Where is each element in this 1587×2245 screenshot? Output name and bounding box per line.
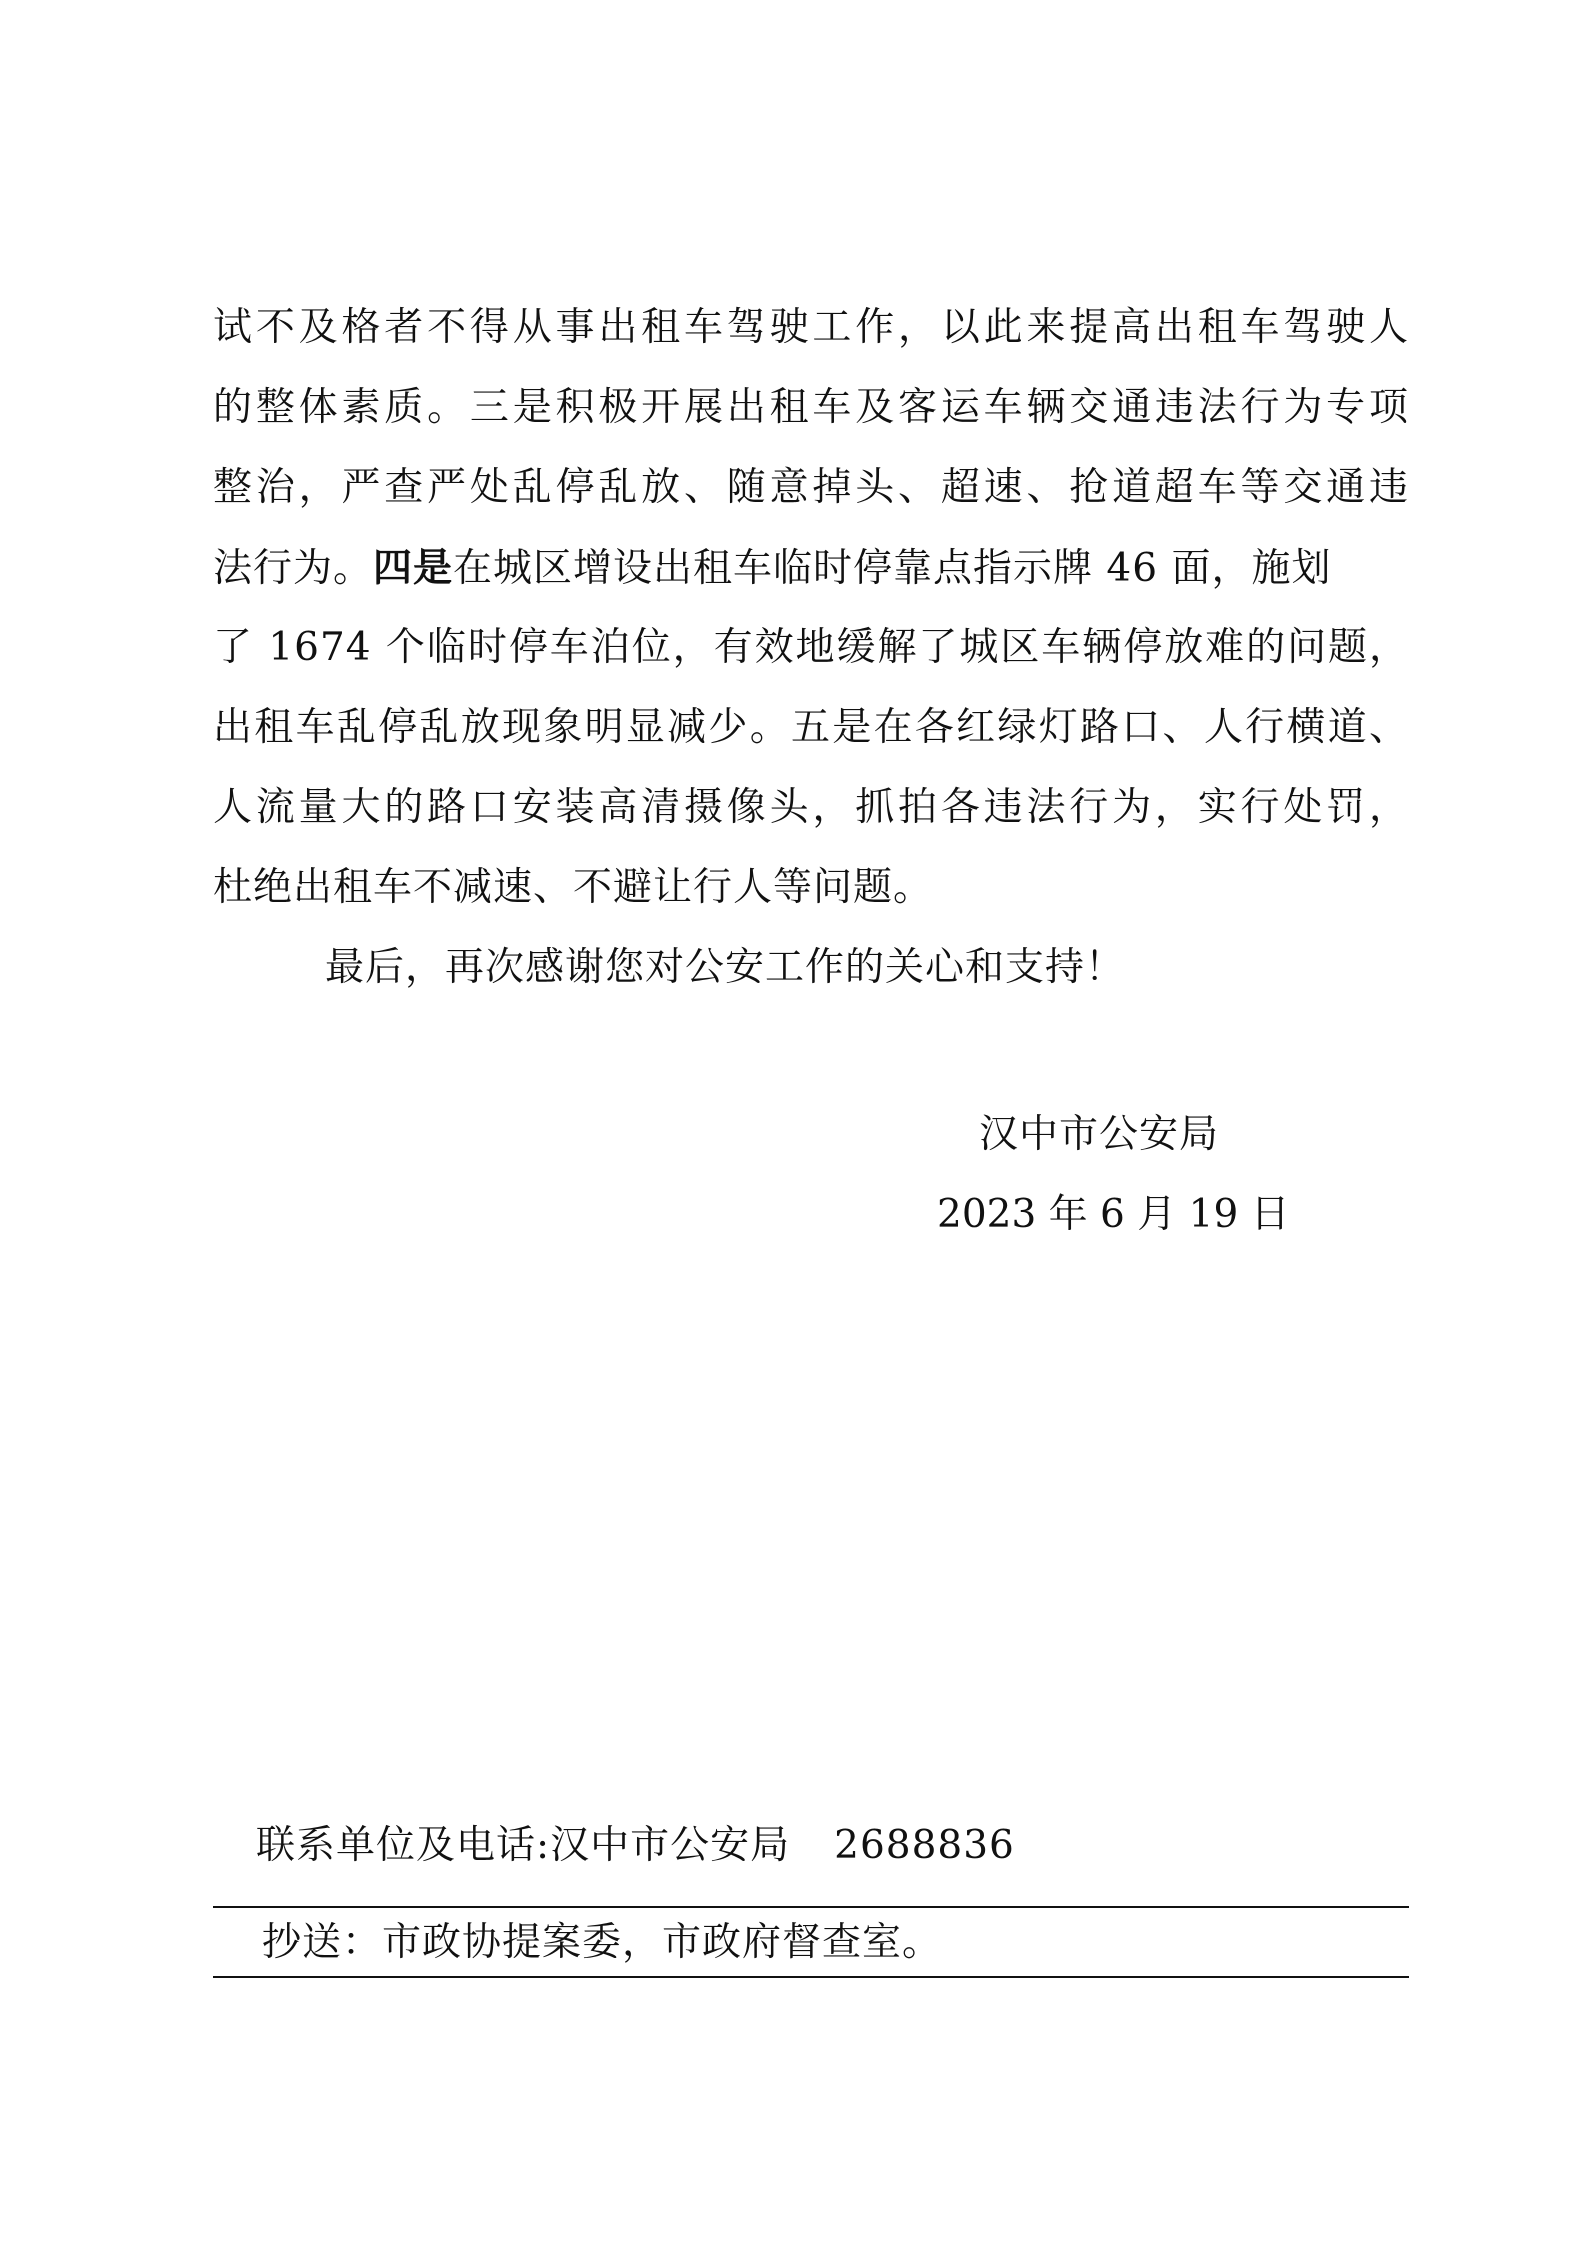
contact-info	[256, 1818, 1015, 1874]
body-line-4	[213, 540, 1331, 597]
body-line-4-rest: 在城区增设出租车临时停靠点指示牌 46 面，施划	[453, 546, 1332, 591]
body-line-5: 了 1674 个临时停车泊位，有效地缓解了城区车辆停放难的问题，	[213, 625, 1409, 670]
contact-label: 联系单位及电话:汉中市公安局	[256, 1823, 791, 1868]
contact-phone: 2688836	[834, 1823, 1015, 1868]
body-line-7: 人流量大的路口安装高清摄像头，抓拍各违法行为，实行处罚，	[213, 785, 1409, 830]
body-line-2: 的整体素质。三是积极开展出租车及客运车辆交通违法行为专项	[213, 385, 1409, 430]
body-line-6: 出租车乱停乱放现象明显减少。五是在各红绿灯路口、人行横道、	[213, 705, 1409, 750]
body-line-4-start: 法行为。	[213, 546, 374, 591]
body-line-4-emphasis: 四是	[373, 545, 454, 591]
footer-bottom-rule	[213, 1976, 1409, 1978]
signature-organization: 汉中市公安局	[979, 1112, 1220, 1157]
signature-date: 2023 年 6 月 19 日	[937, 1192, 1290, 1237]
body-line-8: 杜绝出租车不减速、不避让行人等问题。	[213, 865, 934, 910]
closing-paragraph: 最后，再次感谢您对公安工作的关心和支持！	[325, 945, 1126, 990]
footer-top-rule	[213, 1906, 1409, 1908]
body-line-1: 试不及格者不得从事出租车驾驶工作，以此来提高出租车驾驶人	[213, 305, 1409, 350]
cc-line: 抄送：市政协提案委，市政府督查室。	[262, 1920, 943, 1965]
body-line-3: 整治，严查严处乱停乱放、随意掉头、超速、抢道超车等交通违	[213, 465, 1409, 510]
